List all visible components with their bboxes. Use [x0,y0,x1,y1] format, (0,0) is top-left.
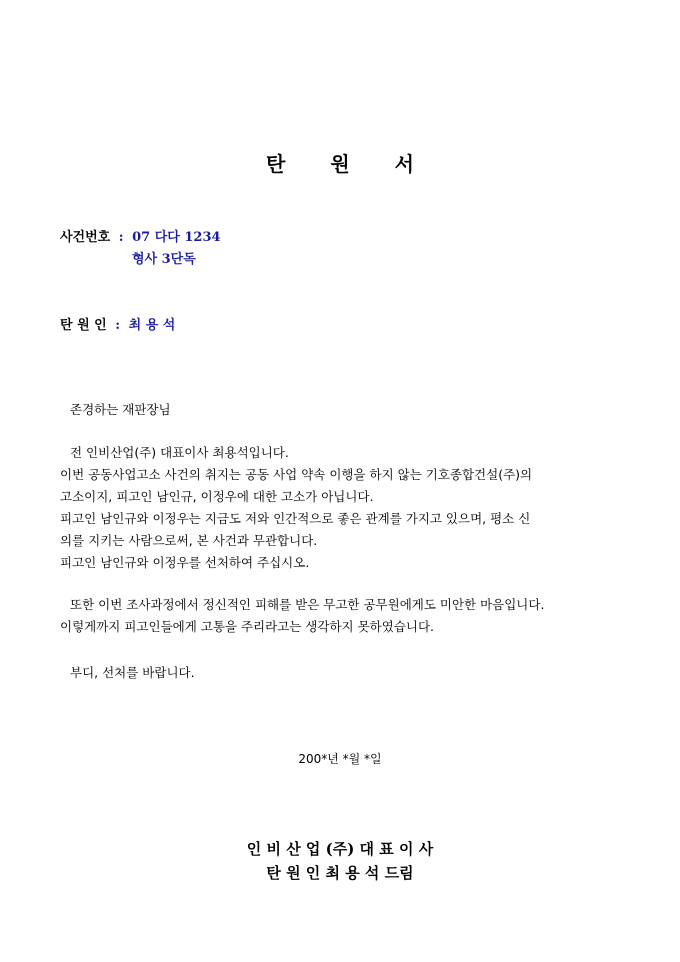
case-number-value: 07 다다 1234 [132,230,221,245]
document-title: 탄 원 서 [266,152,414,176]
paragraph-2 [60,594,640,638]
paragraph-line: 고소이지, 피고인 남인규, 이정우에 대한 고소가 아닙니다. [60,489,374,504]
signature-company: 인 비 산 업 (주) 대 표 이 사 [246,840,434,858]
paragraph-line: 피고인 남인규와 이정우는 지금도 저와 인간적으로 좋은 관계를 가지고 있으며, 평소 신 [60,511,531,526]
paragraph-1 [60,442,640,574]
petitioner-separator: : [115,318,121,333]
paragraph-line: 피고인 남인규와 이정우를 선처하여 주십시오. [60,555,310,570]
greeting-line: 존경하는 재판장님 [70,402,171,417]
paragraph-line: 이번 공동사업고소 사건의 취지는 공동 사업 약속 이행을 하지 않는 기호종합건설(주)의 [60,467,533,482]
petitioner-label: 탄 원 인 [60,318,107,333]
closing-line: 부디, 선처를 바랍니다. [70,665,195,680]
closing-paragraph [60,662,640,684]
greeting [60,399,640,421]
petitioner-name: 최 용 석 [128,318,176,333]
paragraph-line: 이렇게까지 피고인들에게 고통을 주리라고는 생각하지 못하였습니다. [60,619,435,634]
case-division: 형사 3단독 [132,252,196,267]
paragraph-line: 또한 이번 조사과정에서 정신적인 피해를 받은 무고한 공무원에게도 미안한 마음입니다. [70,597,545,612]
paragraph-line: 전 인비산업(주) 대표이사 최용석입니다. [70,445,289,460]
case-number-field [60,226,221,245]
signature-petitioner: 탄 원 인 최 용 석 드림 [266,864,414,882]
document-date: 200*년 *월 *일 [298,752,382,766]
petitioner-field [60,314,175,333]
case-number-label: 사건번호 [60,230,111,245]
paragraph-line: 의를 지키는 사람으로써, 본 사건과 무관합니다. [60,533,318,548]
case-number-separator: : [118,230,124,245]
